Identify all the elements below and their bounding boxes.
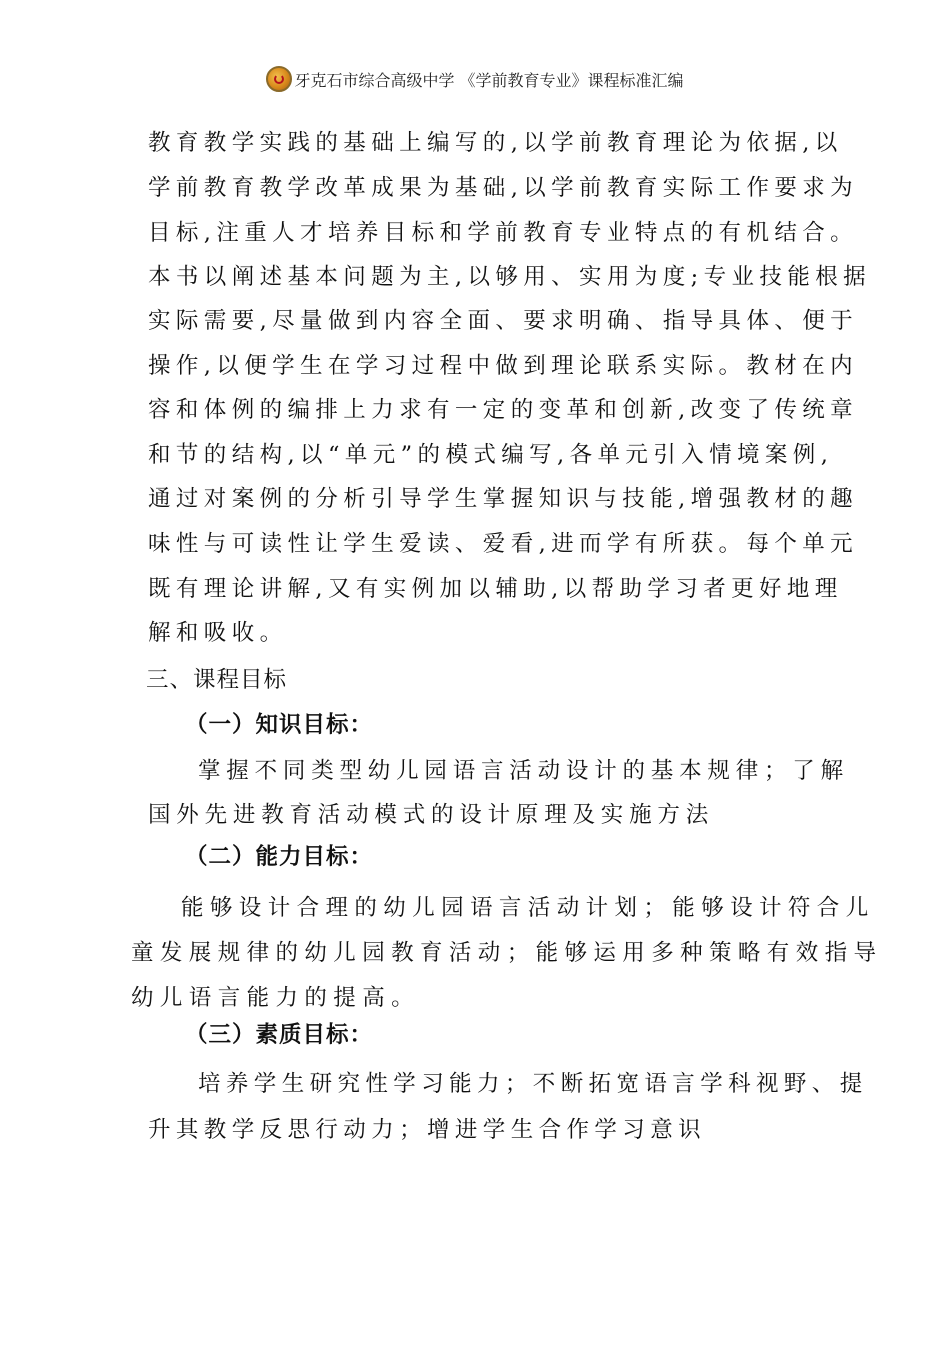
ability-goal-line: 能够设计合理的幼儿园语言活动计划；能够设计符合儿 <box>181 895 875 921</box>
text-line: 味性与可读性让学生爱读、爱看,进而学有所获。每个单元 <box>148 531 859 557</box>
text-line: 和节的结构,以“单元”的模式编写,各单元引入情境案例, <box>148 442 834 468</box>
knowledge-goal-heading: （一）知识目标： <box>185 712 374 738</box>
text-line: 容和体例的编排上力求有一定的变革和创新,改变了传统章 <box>148 397 859 423</box>
text-line: 通过对案例的分析引导学生掌握知识与技能,增强教材的趣 <box>148 486 859 512</box>
ability-goal-line: 幼儿语言能力的提高。 <box>131 985 421 1011</box>
text-line: 既有理论讲解,又有实例加以辅助,以帮助学习者更好地理 <box>148 576 843 602</box>
header-text: 牙克石市综合高级中学 《学前教育专业》课程标准汇编 <box>294 70 684 90</box>
quality-goal-heading: （三）素质目标： <box>185 1022 374 1048</box>
knowledge-goal-line: 国外先进教育活动模式的设计原理及实施方法 <box>148 802 715 828</box>
school-logo-icon <box>266 66 292 92</box>
ability-goal-line: 童发展规律的幼儿园教育活动；能够运用多种策略有效指导 <box>131 940 883 966</box>
quality-goal-line: 培养学生研究性学习能力；不断拓宽语言学科视野、提 <box>198 1071 868 1097</box>
text-line: 学前教育教学改革成果为基础,以学前教育实际工作要求为 <box>148 175 859 201</box>
section-heading: 三、课程目标 <box>146 667 288 693</box>
text-line: 解和吸收。 <box>148 620 288 646</box>
page-header <box>0 66 950 92</box>
text-line: 操作,以便学生在学习过程中做到理论联系实际。教材在内 <box>148 353 859 379</box>
knowledge-goal-line: 掌握不同类型幼儿园语言活动设计的基本规律；了解 <box>198 758 849 784</box>
text-line: 目标,注重人才培养目标和学前教育专业特点的有机结合。 <box>148 220 859 246</box>
text-line: 本书以阐述基本问题为主,以够用、实用为度;专业技能根据 <box>148 264 872 290</box>
quality-goal-line: 升其教学反思行动力；增进学生合作学习意识 <box>148 1117 707 1143</box>
text-line: 教育教学实践的基础上编写的,以学前教育理论为依据,以 <box>148 130 843 156</box>
ability-goal-heading: （二）能力目标： <box>185 844 374 870</box>
text-line: 实际需要,尽量做到内容全面、要求明确、指导具体、便于 <box>148 308 859 334</box>
